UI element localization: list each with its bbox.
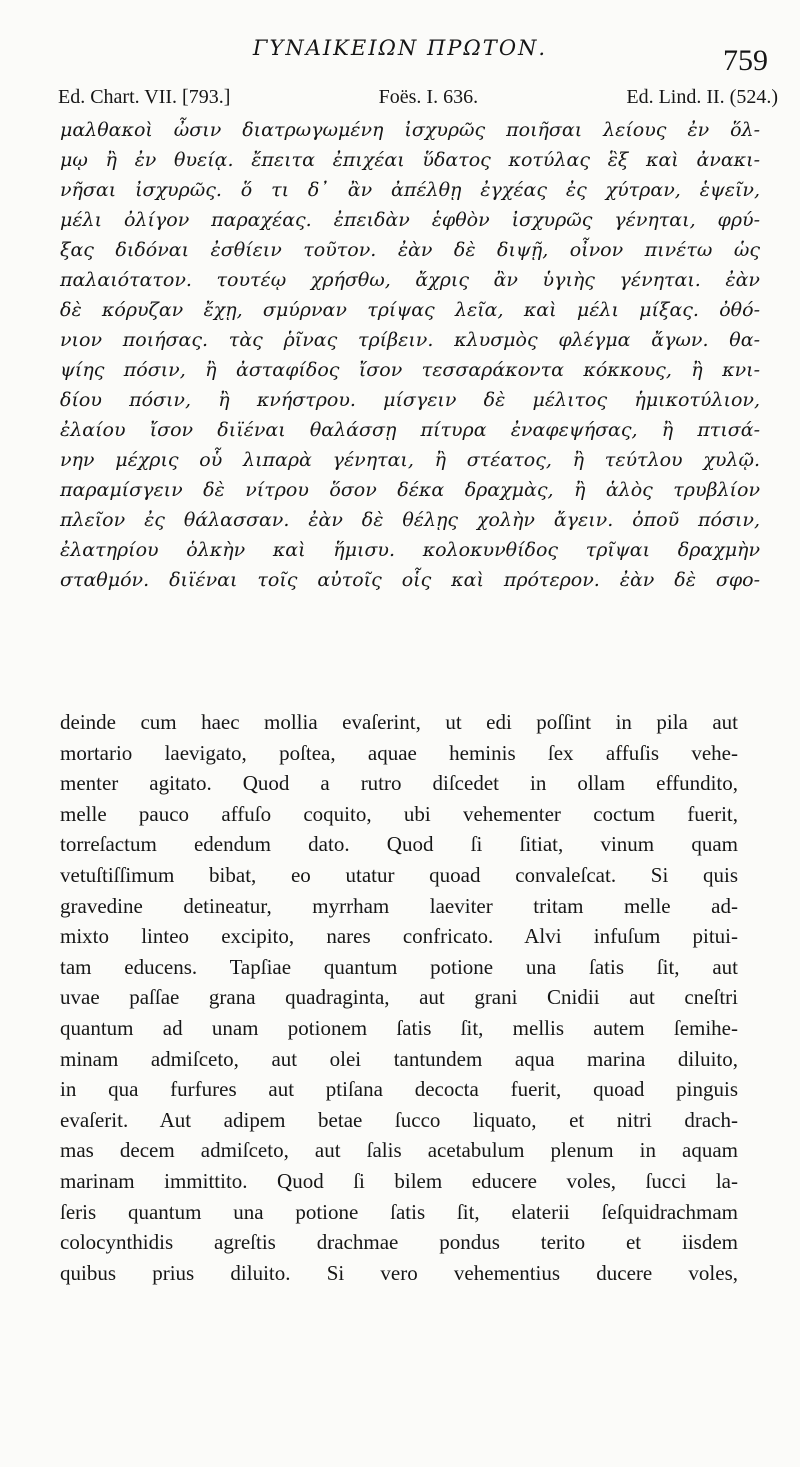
greek-line: δὲ κόρυζαν ἔχῃ, σμύρναν τρίψας λεῖα, καὶ μέλι μίξας. ὀθό- bbox=[60, 299, 760, 321]
page-number: 759 bbox=[723, 44, 768, 77]
latin-line: marinam immittito. Quod ſi bilem educere voles, ſucci la- bbox=[60, 1168, 738, 1193]
latin-line: menter agitato. Quod a rutro diſcedet in ollam effundito, bbox=[60, 771, 738, 796]
edition-linden: Ed. Lind. II. (524.) bbox=[626, 86, 778, 108]
greek-line: σταθμόν. διϊέναι τοῖς αὐτοῖς οἷς καὶ πρότερον. ἐὰν δὲ σφο- bbox=[60, 569, 760, 591]
greek-line: μῳ ἢ ἐν θυείᾳ. ἔπειτα ἐπιχέαι ὕδατος κοτύλας ἓξ καὶ ἀνακι- bbox=[60, 149, 760, 171]
latin-line: vetuſtiſſimum bibat, eo utatur quoad convaleſcat. Si quis bbox=[60, 862, 738, 887]
greek-line: ἐλατηρίου ὁλκὴν καὶ ἥμισυ. κολοκυνθίδος τρῖψαι δραχμὴν bbox=[60, 539, 760, 561]
latin-line: colocynthidis agreſtis drachmae pondus terito et iisdem bbox=[60, 1230, 738, 1255]
latin-line: tam educens. Tapſiae quantum potione una ſatis ſit, aut bbox=[60, 954, 738, 979]
latin-line: mixto linteo excipito, nares confricato. Alvi infuſum pitui- bbox=[60, 924, 738, 949]
latin-line: torreſactum edendum dato. Quod ſi ſitiat, vinum quam bbox=[60, 832, 738, 857]
latin-line: quantum ad unam potionem ſatis ſit, mellis autem ſemihe- bbox=[60, 1015, 738, 1040]
greek-line: μαλθακοὶ ὦσιν διατρωγωμένη ἰσχυρῶς ποιῆσαι λείους ἐν ὅλ- bbox=[60, 119, 760, 141]
latin-line: in qua furfures aut ptiſana decocta fuerit, quoad pinguis bbox=[60, 1077, 738, 1102]
greek-line: πλεῖον ἐς θάλασσαν. ἐὰν δὲ θέλῃς χολὴν ἄγειν. ὀποῦ πόσιν, bbox=[60, 509, 760, 531]
latin-line: evaſerit. Aut adipem betae ſucco liquato, et nitri drach- bbox=[60, 1107, 738, 1132]
greek-line: νῆσαι ἰσχυρῶς. ὅ τι δ᾽ ἂν ἀπέλθῃ ἐγχέας ἐς χύτραν, ἑψεῖν, bbox=[60, 179, 760, 201]
greek-line: ἐλαίου ἴσον διϊέναι θαλάσσῃ πίτυρα ἐναφεψήσας, ἢ πτισά- bbox=[60, 419, 760, 441]
greek-line: νην μέχρις οὗ λιπαρὰ γένηται, ἢ στέατος, ἢ τεύτλου χυλῷ. bbox=[60, 449, 760, 471]
latin-line: gravedine detineatur, myrrham laeviter tritam melle ad- bbox=[60, 893, 738, 918]
greek-line: δίου πόσιν, ἢ κνήστρου. μίσγειν δὲ μέλιτος ἡμικοτύλιον, bbox=[60, 389, 760, 411]
latin-line: ſeris quantum una potione ſatis ſit, elaterii ſeſquidrachmam bbox=[60, 1199, 738, 1224]
greek-line: ξας διδόναι ἐσθίειν τοῦτον. ἐὰν δὲ διψῇ, οἶνον πινέτω ὡς bbox=[60, 239, 760, 261]
latin-line: mas decem admiſceto, aut ſalis acetabulum plenum in aquam bbox=[60, 1138, 738, 1163]
edition-references bbox=[58, 86, 778, 109]
edition-foesius: Foës. I. 636. bbox=[378, 86, 479, 108]
greek-line: μέλι ὀλίγον παραχέας. ἐπειδὰν ἑφθὸν ἰσχυρῶς γένηται, φρύ- bbox=[60, 209, 760, 231]
greek-text bbox=[60, 115, 760, 595]
latin-text bbox=[60, 707, 738, 1288]
greek-line: παλαιότατον. τουτέῳ χρήσθω, ἄχρις ἂν ὑγιὴς γένηται. ἐὰν bbox=[60, 269, 760, 291]
greek-line: παραμίσγειν δὲ νίτρου ὅσον δέκα δραχμὰς, ἢ ἁλὸς τρυβλίον bbox=[60, 479, 760, 501]
running-head: ΓΥΝΑΙΚΕΙΩΝ ΠΡΩΤΟΝ. bbox=[252, 36, 548, 60]
edition-chartier: Ed. Chart. VII. [793.] bbox=[58, 86, 231, 108]
latin-line: uvae paſſae grana quadraginta, aut grani Cnidii aut cneſtri bbox=[60, 985, 738, 1010]
latin-line: melle pauco affuſo coquito, ubi vehementer coctum fuerit, bbox=[60, 801, 738, 826]
latin-line: mortario laevigato, poſtea, aquae heminis ſex affuſis vehe- bbox=[60, 740, 738, 765]
latin-line: minam admiſceto, aut olei tantundem aqua marina diluito, bbox=[60, 1046, 738, 1071]
latin-line: deinde cum haec mollia evaſerint, ut edi poſſint in pila aut bbox=[60, 710, 738, 734]
greek-line: νιον ποιήσας. τὰς ῥῖνας τρίβειν. κλυσμὸς φλέγμα ἄγων. θα- bbox=[60, 329, 760, 351]
greek-line: ψίης πόσιν, ἢ ἀσταφίδος ἴσον τεσσαράκοντα κόκκους, ἢ κνι- bbox=[60, 359, 760, 381]
latin-line: quibus prius diluito. Si vero vehementius ducere voles, bbox=[60, 1260, 738, 1285]
